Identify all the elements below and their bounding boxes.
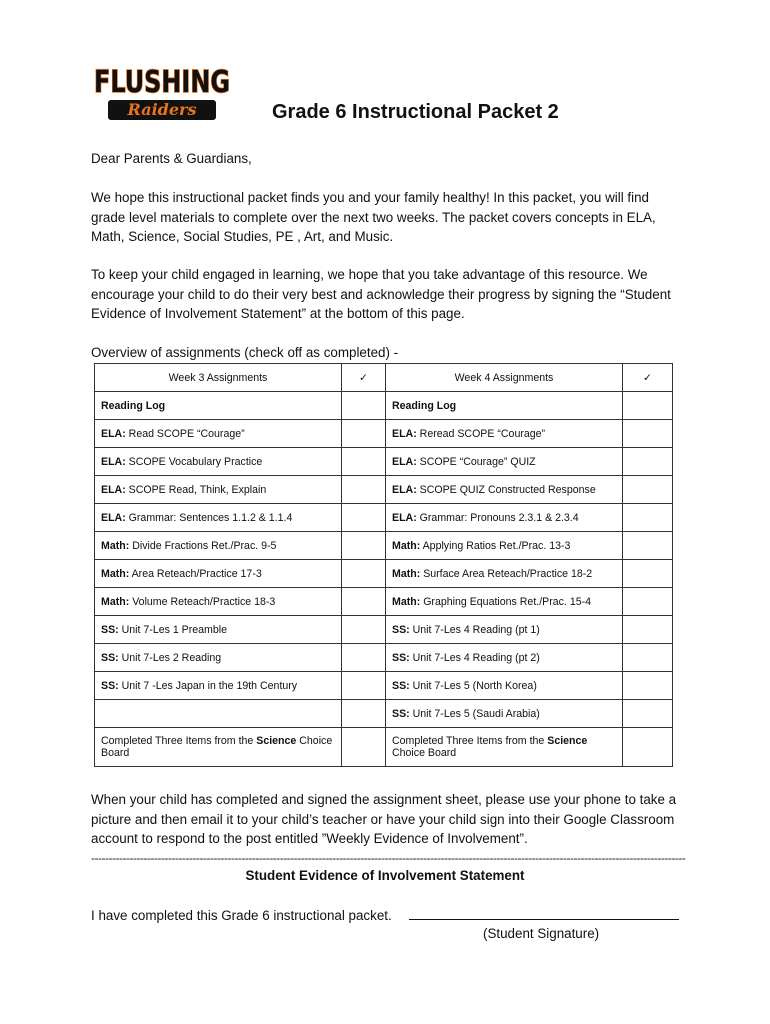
logo-raiders-text: Raiders (127, 100, 197, 119)
week3-checkbox[interactable] (342, 532, 386, 560)
week3-checkbox[interactable] (342, 560, 386, 588)
week3-assignment-cell: ELA: Grammar: Sentences 1.1.2 & 1.1.4 (95, 504, 342, 532)
table-row (95, 588, 673, 616)
week4-checkbox[interactable] (623, 504, 673, 532)
table-row (95, 420, 673, 448)
week3-checkbox[interactable] (342, 476, 386, 504)
week4-header: Week 4 Assignments (386, 364, 623, 392)
week4-assignment-cell: ELA: Reread SCOPE “Courage” (386, 420, 623, 448)
table-row (95, 560, 673, 588)
week3-assignment-cell: Reading Log (95, 392, 342, 420)
week4-checkbox[interactable] (623, 420, 673, 448)
week3-checkbox[interactable] (342, 700, 386, 728)
table-row (95, 532, 673, 560)
week4-checkbox[interactable] (623, 532, 673, 560)
week4-checkbox[interactable] (623, 476, 673, 504)
signature-label: (Student Signature) (483, 926, 600, 941)
flushing-raiders-logo (92, 58, 232, 124)
submission-instructions: When your child has completed and signed the assignment sheet, please use your phone to take a picture and then email it to your child’s teacher or have your child sign into their Google Classroom account to respond to the post entitled ”Weekly Evidence of Involvement”. (91, 792, 677, 846)
table-row (95, 392, 673, 420)
week4-assignment-cell: SS: Unit 7-Les 4 Reading (pt 1) (386, 616, 623, 644)
week4-checkbox[interactable] (623, 672, 673, 700)
week3-science-checkbox[interactable] (342, 728, 386, 767)
table-header-row (95, 364, 673, 392)
week4-checkbox[interactable] (623, 616, 673, 644)
divider-line: -------------------------------------------------------------------------------------------------------------------------------------------------------------------------- (91, 851, 686, 865)
week3-checkbox[interactable] (342, 644, 386, 672)
week3-assignment-cell: ELA: Read SCOPE “Courage” (95, 420, 342, 448)
week4-checkbox[interactable] (623, 700, 673, 728)
week4-check-header: ✓ (623, 364, 673, 392)
table-row (95, 476, 673, 504)
logo-flushing-text: FLUSHING (94, 65, 230, 100)
table-row (95, 616, 673, 644)
statement-title: Student Evidence of Involvement Statement (245, 868, 525, 883)
week3-check-header: ✓ (342, 364, 386, 392)
week4-checkbox[interactable] (623, 392, 673, 420)
week3-checkbox[interactable] (342, 392, 386, 420)
week4-science-checkbox[interactable] (623, 728, 673, 767)
table-row (95, 644, 673, 672)
week4-assignment-cell: Math: Applying Ratios Ret./Prac. 13-3 (386, 532, 623, 560)
signature-line[interactable] (409, 918, 679, 920)
week4-assignment-cell: Math: Surface Area Reteach/Practice 18-2 (386, 560, 623, 588)
table-row (95, 448, 673, 476)
week3-checkbox[interactable] (342, 504, 386, 532)
week4-assignment-cell: ELA: SCOPE “Courage” QUIZ (386, 448, 623, 476)
week4-checkbox[interactable] (623, 448, 673, 476)
statement-text: I have completed this Grade 6 instructional packet. (91, 908, 392, 923)
week3-checkbox[interactable] (342, 616, 386, 644)
week3-assignment-cell: Math: Divide Fractions Ret./Prac. 9-5 (95, 532, 342, 560)
table-row (95, 504, 673, 532)
encouragement-paragraph: To keep your child engaged in learning, we hope that you take advantage of this resource. We encourage your child to do their very best and acknowledge their progress by signing the “Student Evidence of Involvement Statement” at the bottom of this page. (91, 267, 671, 321)
week4-assignment-cell: Math: Graphing Equations Ret./Prac. 15-4 (386, 588, 623, 616)
week4-assignment-cell: SS: Unit 7-Les 5 (North Korea) (386, 672, 623, 700)
week3-assignment-cell: Math: Area Reteach/Practice 17-3 (95, 560, 342, 588)
week3-checkbox[interactable] (342, 588, 386, 616)
table-row-science (95, 728, 673, 767)
greeting: Dear Parents & Guardians, (91, 151, 252, 166)
week3-assignment-cell: Math: Volume Reteach/Practice 18-3 (95, 588, 342, 616)
week4-assignment-cell: ELA: SCOPE QUIZ Constructed Response (386, 476, 623, 504)
week4-checkbox[interactable] (623, 588, 673, 616)
week3-checkbox[interactable] (342, 420, 386, 448)
week4-checkbox[interactable] (623, 644, 673, 672)
week3-assignment-cell: SS: Unit 7-Les 2 Reading (95, 644, 342, 672)
table-row (95, 700, 673, 728)
week3-assignment-cell: ELA: SCOPE Read, Think, Explain (95, 476, 342, 504)
assignments-table (94, 363, 673, 767)
week4-assignment-cell: ELA: Grammar: Pronouns 2.3.1 & 2.3.4 (386, 504, 623, 532)
overview-heading: Overview of assignments (check off as completed) - (91, 345, 399, 360)
week3-assignment-cell (95, 700, 342, 728)
table-row (95, 672, 673, 700)
week3-checkbox[interactable] (342, 672, 386, 700)
page-title: Grade 6 Instructional Packet 2 (272, 101, 559, 123)
week3-assignment-cell: SS: Unit 7-Les 1 Preamble (95, 616, 342, 644)
week4-assignment-cell: SS: Unit 7-Les 5 (Saudi Arabia) (386, 700, 623, 728)
week4-assignment-cell: Reading Log (386, 392, 623, 420)
week4-assignment-cell: SS: Unit 7-Les 4 Reading (pt 2) (386, 644, 623, 672)
week4-checkbox[interactable] (623, 560, 673, 588)
week3-checkbox[interactable] (342, 448, 386, 476)
intro-paragraph: We hope this instructional packet finds you and your family healthy! In this packet, you will find grade level materials to complete over the next two weeks. The packet covers concepts in ELA, Math, Science, Social Studies, PE , Art, and Music. (91, 190, 656, 244)
week3-assignment-cell: SS: Unit 7 -Les Japan in the 19th Century (95, 672, 342, 700)
week3-assignment-cell: ELA: SCOPE Vocabulary Practice (95, 448, 342, 476)
week3-header: Week 3 Assignments (95, 364, 342, 392)
week4-science-cell: Completed Three Items from the Science Choice Board (386, 728, 623, 767)
week3-science-cell: Completed Three Items from the Science Choice Board (95, 728, 342, 767)
